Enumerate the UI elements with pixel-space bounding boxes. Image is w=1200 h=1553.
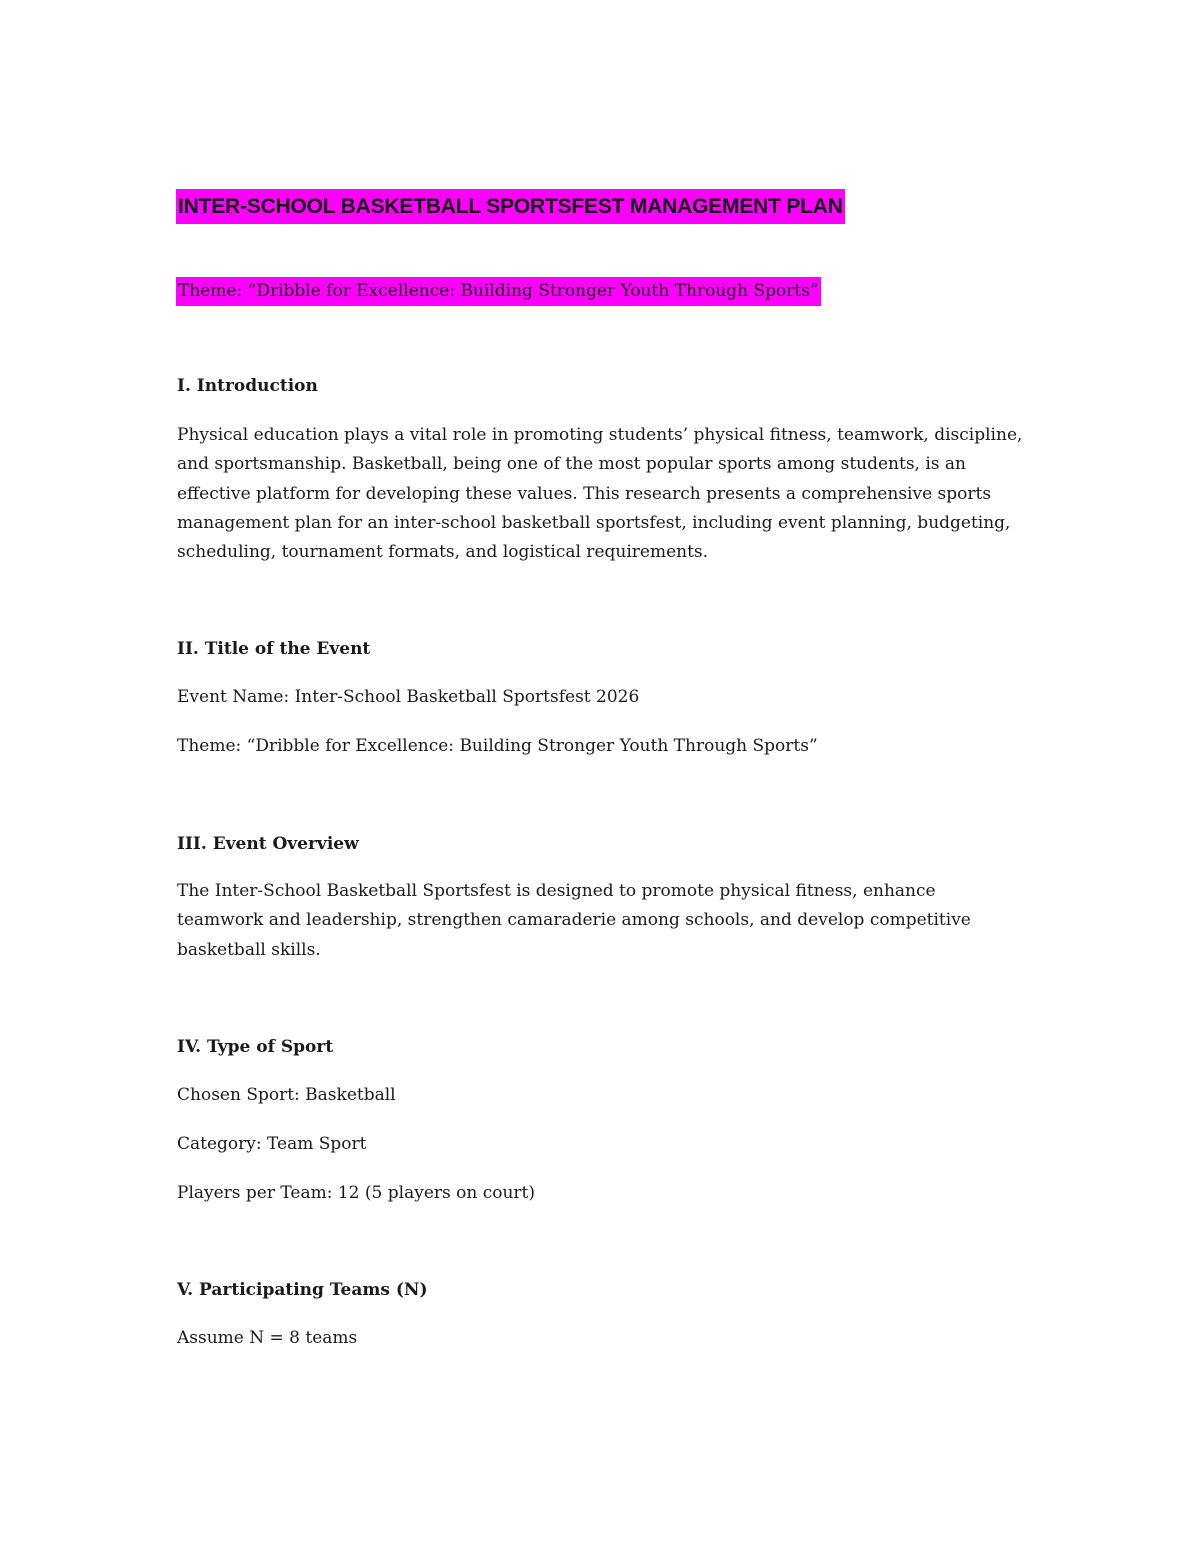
chosen-sport-line: Chosen Sport: Basketball (177, 1085, 396, 1105)
section-heading-type-of-sport: IV. Type of Sport (177, 1037, 334, 1057)
introduction-paragraph: Physical education plays a vital role in promoting students’ physical fitness, teamwork, discipline, and sportsmanship. Basketball, being one of the most popular sports among students, is an effective platform for developing these values. This research presents a comprehensive sports management plan for an inter-school basketball sportsfest, including event planning, budgeting, scheduling, tournament formats, and logistical requirements. (177, 425, 1023, 563)
event-name-line: Event Name: Inter-School Basketball Sportsfest 2026 (177, 687, 640, 707)
section-heading-title-of-event: II. Title of the Event (177, 639, 371, 659)
players-per-team-line: Players per Team: 12 (5 players on court) (177, 1183, 536, 1203)
section-heading-participating-teams: V. Participating Teams (N) (177, 1280, 428, 1300)
event-overview-paragraph: The Inter-School Basketball Sportsfest is designed to promote physical fitness, enhance teamwork and leadership, strengthen camaraderie among schools, and develop competitive basketball skills. (177, 881, 971, 960)
event-theme-line: Theme: “Dribble for Excellence: Building Stronger Youth Through Sports” (177, 736, 818, 756)
category-line: Category: Team Sport (177, 1134, 367, 1154)
document-title: INTER-SCHOOL BASKETBALL SPORTSFEST MANAGEMENT PLAN (176, 189, 845, 224)
theme-highlight-line: Theme: “Dribble for Excellence: Building Stronger Youth Through Sports” (176, 277, 821, 306)
teams-assumption-line: Assume N = 8 teams (177, 1328, 358, 1348)
section-heading-event-overview: III. Event Overview (177, 834, 359, 854)
section-heading-introduction: I. Introduction (177, 376, 318, 396)
